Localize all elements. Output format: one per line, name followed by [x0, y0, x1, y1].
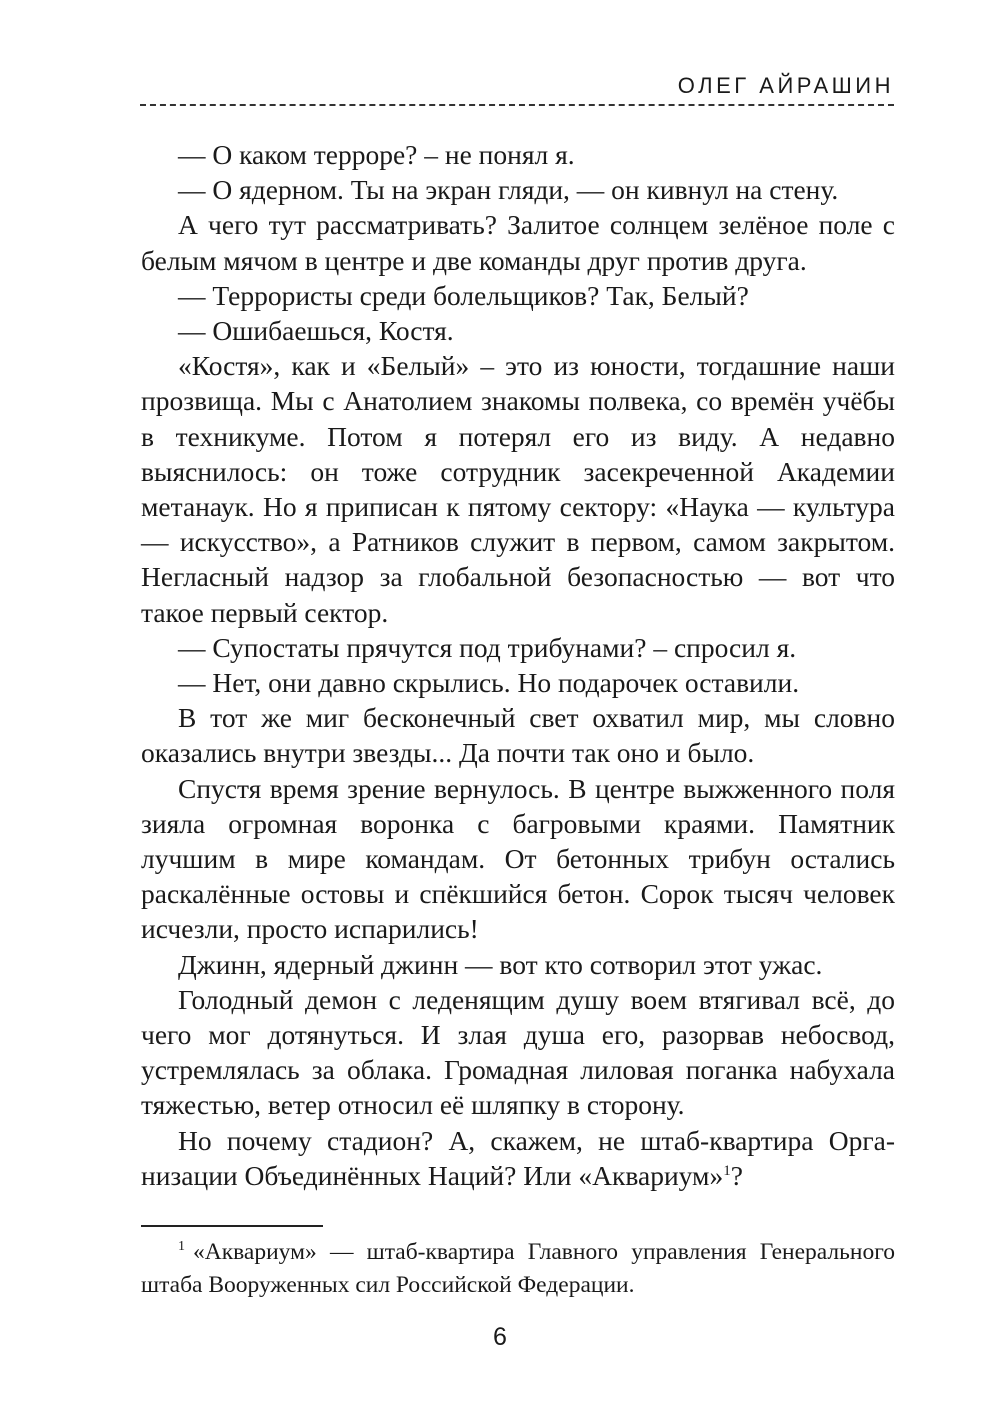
- footnote-marker: 1: [178, 1239, 185, 1254]
- footnote-text-line: [141, 1236, 895, 1302]
- footnote-text: «Аквариум» — штаб-квартира Главного управления Генерального штаба Вооруженных сил Российской Федерации.: [141, 1239, 895, 1298]
- paragraph: Голодный демон с леденящим душу воем втягивал всё, до чего мог дотянуться. И злая душа его, разорвав небосвод, устремлялась за облака. Громадная лиловая поганка набухала тяжестью, ветер относил её шляпку в сторону.: [141, 983, 895, 1121]
- last-paragraph: [141, 1123, 895, 1193]
- paragraph: — Супостаты прячутся под трибунами? – спросил я.: [178, 631, 797, 663]
- paragraph: Спустя время зрение вернулось. В центре выжженного поля зияла огромная воронка с багровыми краями. Памятник лучшим в мире командам. От бетонных трибун остались раскалённые остовы и спёкшийся бетон. Сорок тысяч человек исчезли, просто испарились!: [141, 772, 895, 945]
- main-text: [141, 137, 895, 1193]
- paragraph: — Нет, они давно скрылись. Но подарочек оставили.: [178, 667, 800, 699]
- paragraph: В тот же миг бесконечный свет охватил мир, мы словно оказались внутри звезды... Да почти так оно и было.: [141, 702, 895, 769]
- paragraph: Джинн, ядерный джинн — вот кто сотворил этот ужас.: [178, 948, 823, 980]
- paragraph: — О каком терроре? – не понял я.: [178, 139, 575, 170]
- paragraph: — Террористы среди болельщиков? Так, Белый?: [178, 279, 749, 311]
- paragraph: А чего тут рассматривать? Залитое солнцем зелёное поле с белым мячом в центре и две команды друг против друга.: [141, 209, 895, 276]
- paragraph: — О ядерном. Ты на экран гляди, — он кивнул на стену.: [178, 174, 839, 206]
- paragraph: «Костя», как и «Белый» – это из юности, тогдашние наши прозвища. Мы с Анатолием знакомы полвека, со времён учёбы в техникуме. Потом я потерял его из виду. А недавно выяснилось: он тоже сотрудник засекреченной Академии метанаук. Но я приписан к пятому сектору: «Наука — культура — искусство», а Ратников служит в первом, самом закрытом. Негласный надзор за глобальной безопасностью — вот что такое первый сектор.: [141, 350, 895, 628]
- paragraph: — Ошибаешься, Костя.: [178, 315, 454, 347]
- running-head: ОЛЕГ АЙРАШИН: [677, 73, 894, 98]
- paragraph-ending: ?: [730, 1159, 743, 1191]
- page-number: 6: [493, 1323, 507, 1351]
- paragraph-text: Но почему стадион? А, скажем, не штаб-квартира Организации Объединённых Наций? Или «Аквариум»: [141, 1124, 895, 1191]
- footnote: [141, 1236, 895, 1302]
- footnote-reference[interactable]: 1: [723, 1162, 731, 1179]
- footnote-divider: [141, 1225, 323, 1227]
- header-divider: [140, 104, 894, 106]
